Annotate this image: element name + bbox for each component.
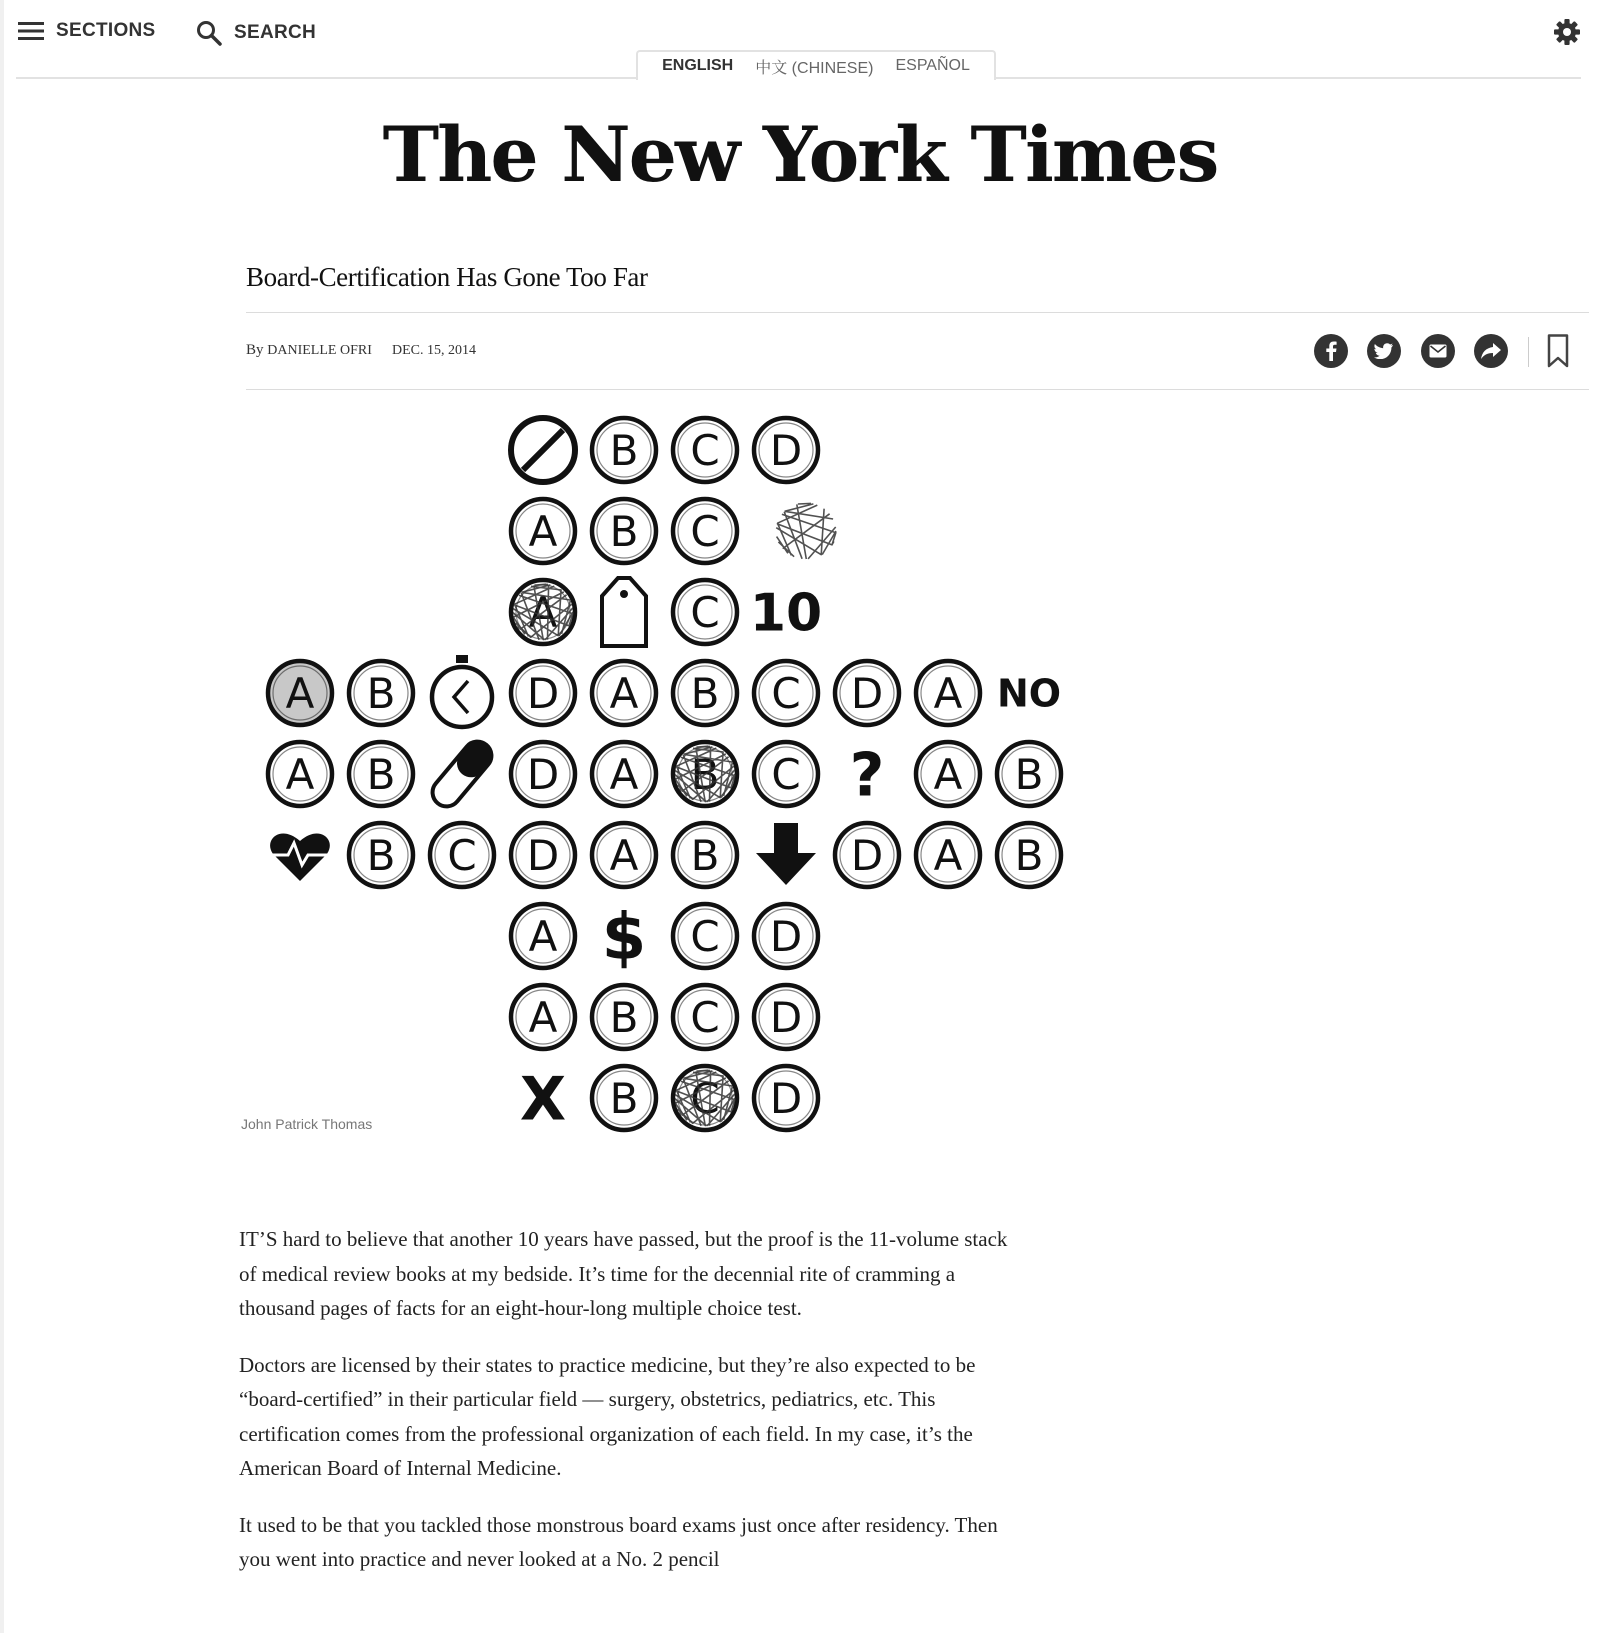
bubble-a [511,985,575,1049]
bubble-c [754,742,818,806]
svg-text:C: C [690,912,720,961]
bubble-b [349,742,413,806]
bubble-b [592,985,656,1049]
bubble-a-filled [268,661,332,725]
bubble-d [511,742,575,806]
bubble-tag [602,578,646,646]
svg-text:D: D [769,912,803,961]
bubble-d [754,904,818,968]
bubble-d [835,661,899,725]
svg-text:A: A [285,750,315,799]
tab-english[interactable]: ENGLISH [662,57,734,74]
svg-text:B: B [609,1074,639,1123]
tab-chinese[interactable]: 中文 (CHINESE) [755,59,874,77]
svg-text:D: D [526,750,560,799]
bubble-a [916,661,980,725]
bubble-a [511,499,575,563]
bubble-b [997,742,1061,806]
svg-text:B: B [609,507,639,556]
svg-text:D: D [769,426,803,475]
bubble-scribble [776,503,836,559]
sections-button[interactable] [18,20,156,42]
author-name[interactable]: DANIELLE OFRI [267,343,372,358]
bubble-a [268,742,332,806]
bubble-c [673,985,737,1049]
svg-text:D: D [526,669,560,718]
bubble-a [592,823,656,887]
bubble-b [673,823,737,887]
bubble-a [916,823,980,887]
svg-text:A: A [528,993,558,1042]
bubble-a [916,742,980,806]
svg-text:C: C [690,993,720,1042]
search-label: SEARCH [234,22,317,43]
bubble-b [349,661,413,725]
svg-text:B: B [690,831,720,880]
bubble-c [673,904,737,968]
share-icon [1481,343,1501,359]
bubble-b [592,1066,656,1130]
nyt-logo[interactable]: The New York Times [382,110,1218,199]
byline [246,342,372,359]
sections-label: SECTIONS [56,20,156,41]
article-paragraph-2: Doctors are licensed by their states to practice medicine, but they’re also expected to be “board-certified” in their particular field — surgery, obstetrics, pediatrics, etc. This certification comes from the professional organization of each field. In my case, it’s the American Board of Internal Medicine. [239,1352,976,1480]
bubble-b-scribbled [673,742,737,806]
bubble-b [592,418,656,482]
bookmark-icon [1547,334,1569,368]
svg-text:B: B [690,669,720,718]
svg-text:C: C [690,588,720,637]
svg-text:D: D [526,831,560,880]
svg-text:$: $ [601,901,647,976]
byline-prefix: By [246,342,264,358]
bubble-c-scribbled [673,1066,737,1130]
header-divider [246,312,1589,313]
svg-text:10: 10 [749,583,823,644]
share-divider [1528,337,1529,367]
svg-text:X: X [519,1064,567,1135]
svg-text:A: A [285,669,315,718]
article-illustration [255,410,1085,1150]
image-credit: John Patrick Thomas [241,1116,373,1132]
bubble-c [754,661,818,725]
bubble-d [754,1066,818,1130]
bubble-d [835,823,899,887]
svg-text:C: C [447,831,477,880]
svg-text:C: C [771,669,801,718]
svg-text:B: B [690,750,720,799]
email-icon [1429,344,1447,358]
bubble-pill [427,736,497,812]
svg-text:B: B [1014,750,1044,799]
hamburger-icon [18,21,44,41]
bubble-d [754,418,818,482]
svg-text:?: ? [849,740,885,811]
bubble-c [673,418,737,482]
svg-text:NO: NO [996,671,1062,716]
svg-text:A: A [528,912,558,961]
article-body [239,1222,1009,1599]
svg-text:C: C [771,750,801,799]
email-share-button[interactable] [1421,334,1455,368]
svg-text:B: B [609,426,639,475]
svg-text:B: B [609,993,639,1042]
publish-date: DEC. 15, 2014 [392,343,476,358]
svg-text:C: C [690,426,720,475]
svg-text:A: A [609,669,639,718]
bubble-- [850,741,885,811]
bubble-arrow-down [756,823,816,885]
byline-divider [246,389,1589,390]
bubble-d [754,985,818,1049]
save-article-button[interactable] [1547,334,1569,373]
svg-text:B: B [366,831,396,880]
svg-text:B: B [366,669,396,718]
language-tabs [636,50,996,80]
svg-text:D: D [850,831,884,880]
bubble-c [430,823,494,887]
facebook-share-button[interactable] [1314,334,1348,368]
svg-text:B: B [366,750,396,799]
svg-text:A: A [609,831,639,880]
bubble-a [592,661,656,725]
svg-text:C: C [690,507,720,556]
facebook-icon [1323,341,1339,361]
bubble-- [602,901,647,975]
bubble-d [511,823,575,887]
window-edge [0,0,4,1633]
bubble-b [673,661,737,725]
bubble-c [673,580,737,644]
svg-text:C: C [690,1074,720,1123]
bubble-x [520,1065,566,1135]
search-button[interactable] [196,20,316,46]
settings-button[interactable] [1553,18,1581,51]
bubble-stopwatch [432,655,492,727]
bubble-a [511,904,575,968]
twitter-icon [1374,343,1394,359]
tab-spanish[interactable]: ESPAÑOL [895,57,970,74]
bubble-b [592,499,656,563]
bubble-no [997,672,1061,716]
article-paragraph-1: IT’S hard to believe that another 10 years have passed, but the proof is the 11-volume stack of medical review books at my bedside. It’s time for the decennial rite of cramming a thousand pages of facts for an eight-hour-long multiple choice test. [239,1227,1008,1320]
search-icon [196,20,222,46]
svg-text:D: D [850,669,884,718]
more-share-button[interactable] [1474,334,1508,368]
svg-text:D: D [769,1074,803,1123]
svg-text:B: B [1014,831,1044,880]
svg-text:A: A [528,507,558,556]
article-headline: Board-Certification Has Gone Too Far [246,262,648,292]
bubble-b [997,823,1061,887]
bubble-d [511,661,575,725]
bubble-a-scribbled [511,580,575,644]
svg-text:A: A [609,750,639,799]
bubble-a [592,742,656,806]
svg-text:A: A [933,669,963,718]
svg-text:A: A [528,588,558,637]
bubble-b [349,823,413,887]
bubble-c [673,499,737,563]
article-paragraph-3: It used to be that you tackled those monstrous board exams just once after residency. Then you went into practice and never looked at a No. 2 pencil [239,1512,998,1571]
svg-text:A: A [933,831,963,880]
bubble-slash [511,418,575,482]
twitter-share-button[interactable] [1367,334,1401,368]
bubble-10 [750,584,822,644]
svg-text:D: D [769,993,803,1042]
gear-icon [1553,18,1581,46]
bubble-heart [266,833,334,881]
svg-text:A: A [933,750,963,799]
